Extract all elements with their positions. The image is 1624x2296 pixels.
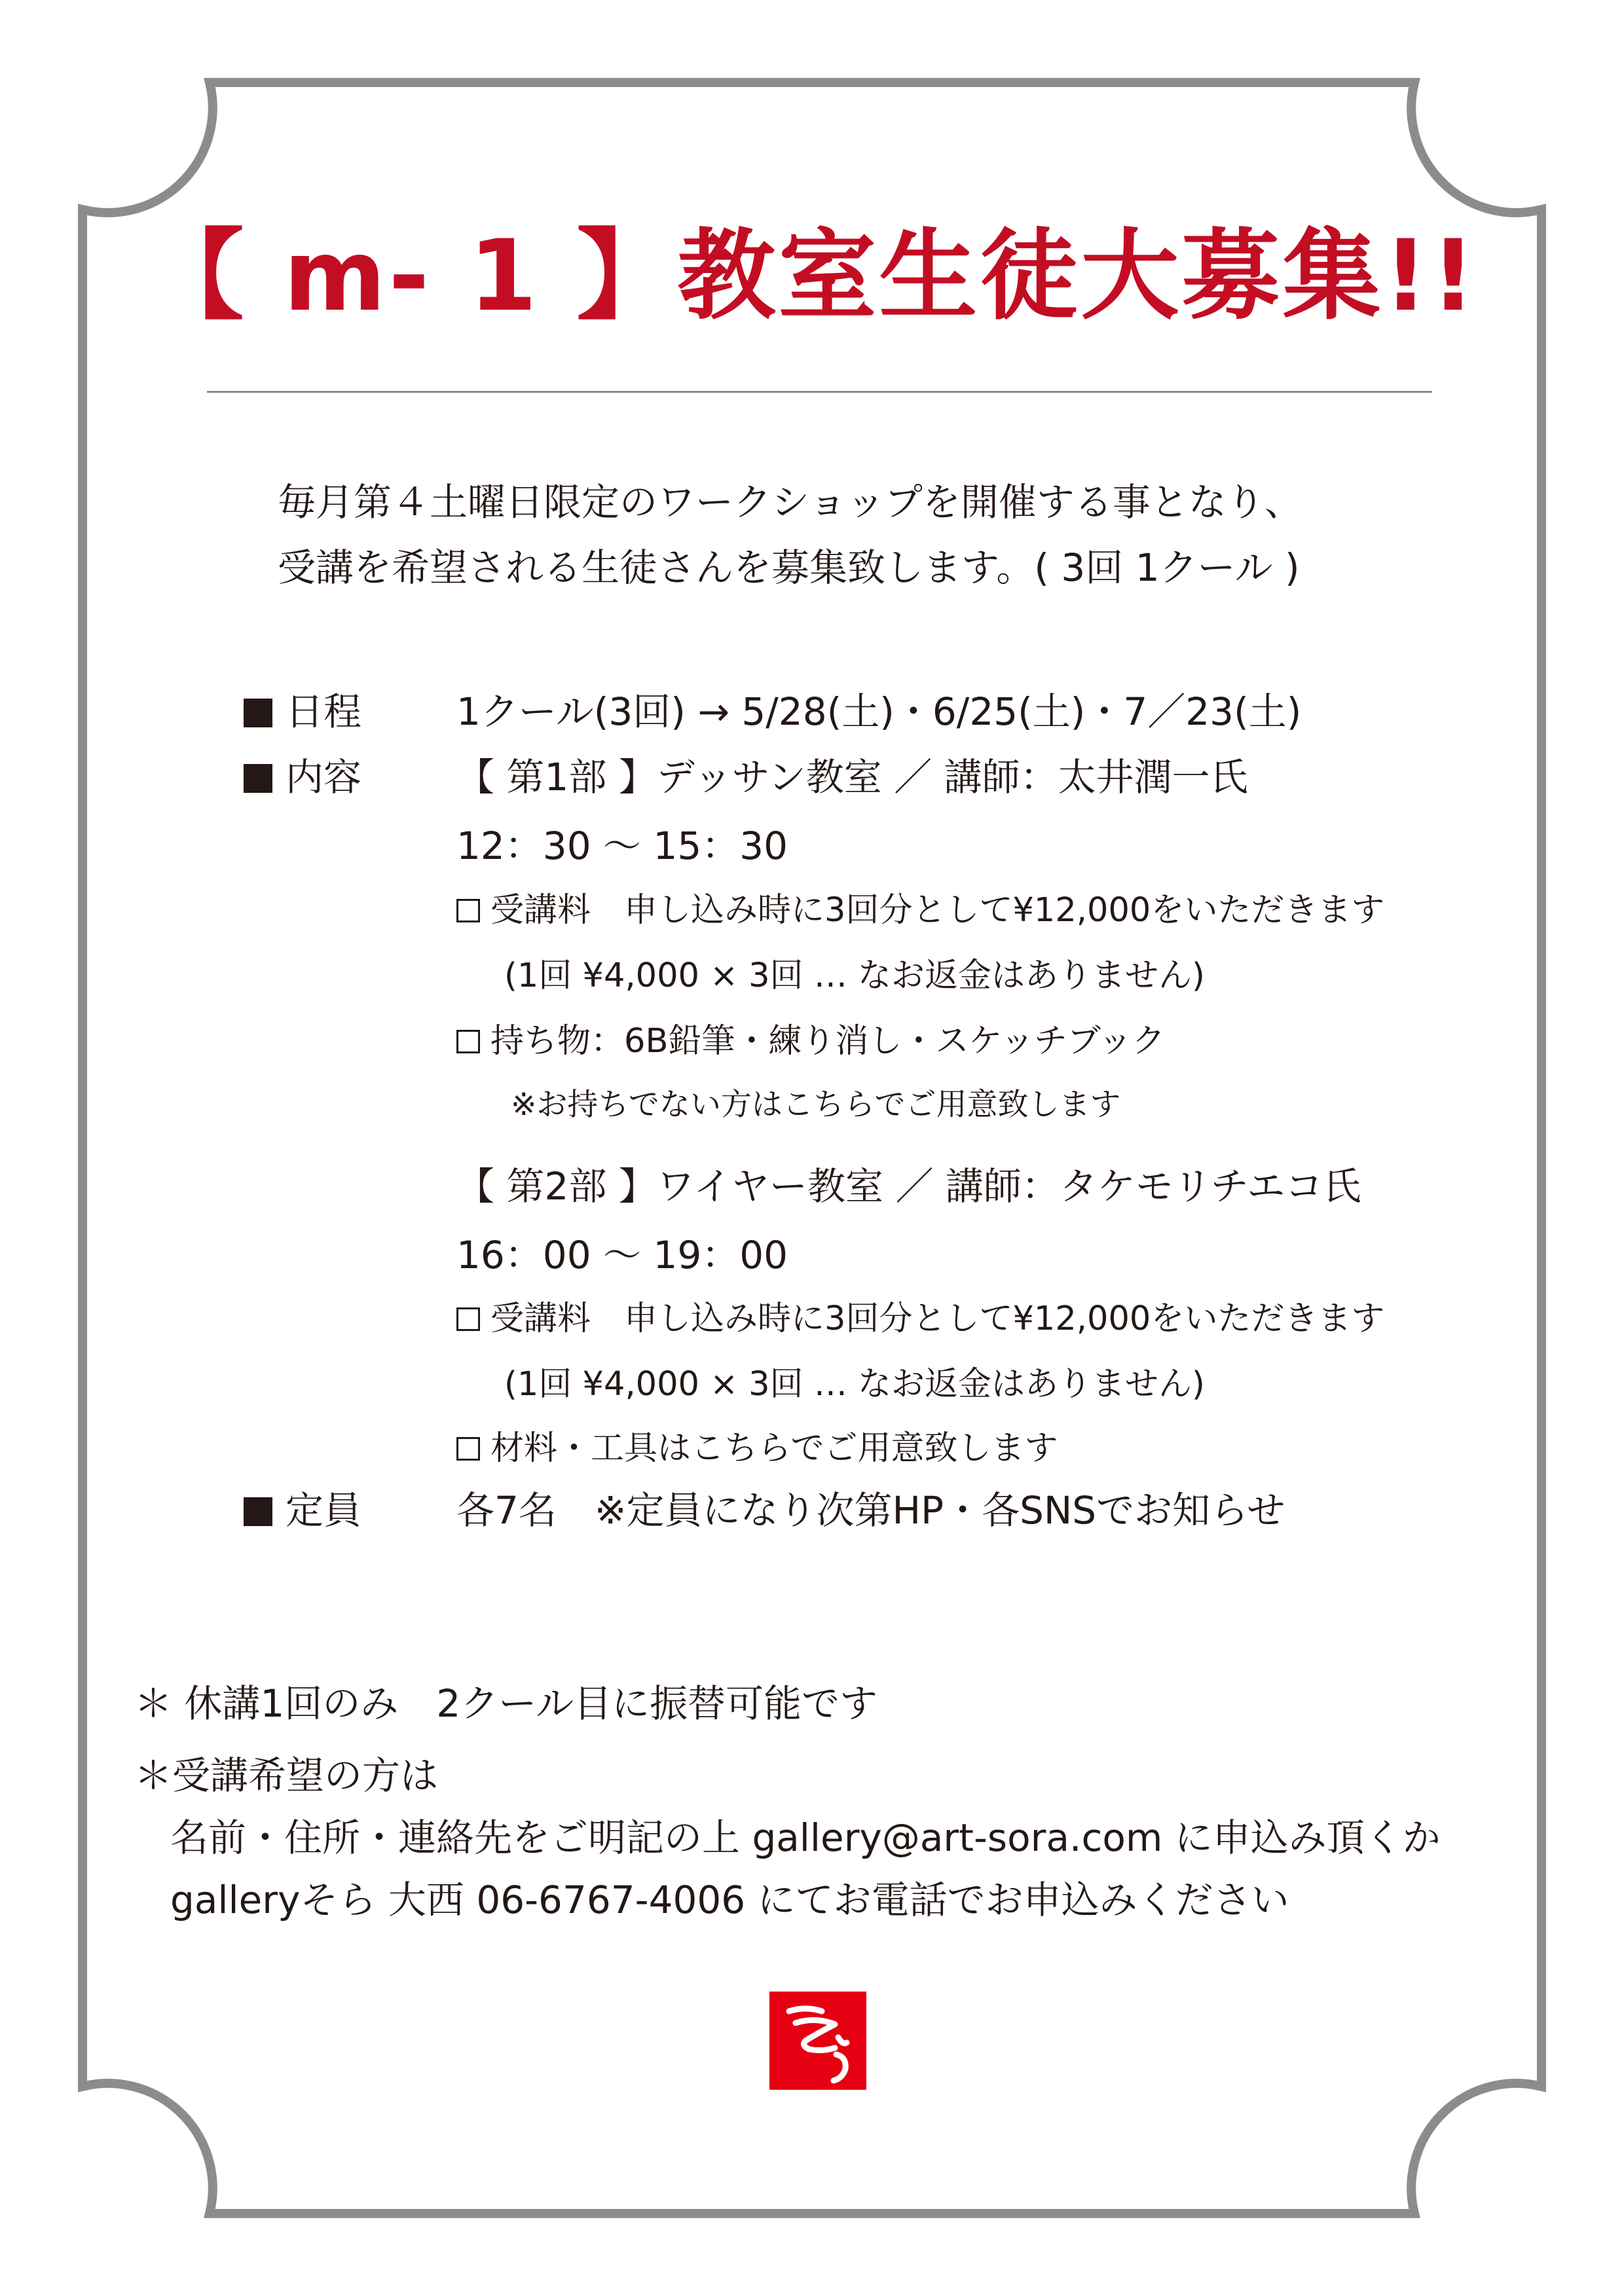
checkbox-square-icon [456, 899, 480, 922]
part2-fee: 受講料 申し込み時に3回分として¥12,000をいただきます [456, 1291, 1384, 1339]
black-square-icon [244, 1497, 272, 1526]
part2-materials: 材料・工具はこちらでご用意致します [456, 1421, 1058, 1469]
capacity-label: 定員 [244, 1480, 361, 1535]
black-square-icon [244, 764, 272, 793]
part1-heading: 【 第1部 】デッサン教室 ／ 講師：太井潤一氏 [456, 755, 1248, 799]
apply-heading: ＊受講希望の方は [134, 1753, 439, 1798]
checkbox-square-icon [456, 1437, 480, 1461]
absence-note: ＊ 休講1回のみ 2クール目に振替可能です [134, 1681, 878, 1726]
apply-line-2: galleryそら 大西 06-6767-4006 にてお電話でお申込みください [170, 1878, 1289, 1922]
part2-heading: 【 第2部 】ワイヤー教室 ／ 講師：タケモリチエコ氏 [456, 1164, 1361, 1209]
apply-line-1: 名前・住所・連絡先をご明記の上 gallery@art-sora.com に申込み頂くか [170, 1815, 1441, 1860]
page-title: 【 m- 1 】教室生徒大募集!! [145, 219, 1479, 333]
part1-fee-note: (1回 ¥4,000 × 3回 … なお返金はありません) [504, 957, 1205, 995]
schedule-label: 日程 [244, 681, 361, 736]
checkbox-square-icon [456, 1030, 480, 1053]
checkbox-square-icon [456, 1307, 480, 1331]
part1-items-note: ※お持ちでない方はこちらでご用意致します [511, 1087, 1121, 1123]
part2-fee-note: (1回 ¥4,000 × 3回 … なお返金はありません) [504, 1365, 1205, 1404]
part1-items: 持ち物：6B鉛筆・練り消し・スケッチブック [456, 1013, 1165, 1062]
black-square-icon [244, 699, 272, 727]
sora-logo-icon [769, 1992, 866, 2090]
intro-line-1: 毎月第４土曜日限定のワークショップを開催する事となり、 [278, 480, 1302, 524]
content-label: 内容 [244, 746, 361, 801]
sora-logo-glyph [769, 1992, 866, 2090]
capacity-value: 各7名 ※定員になり次第HP・各SNSでお知らせ [456, 1488, 1285, 1533]
schedule-value: 1クール(3回) → 5/28(土)・6/25(土)・7／23(土) [456, 689, 1302, 734]
title-divider [207, 391, 1432, 393]
intro-line-2: 受講を希望される生徒さんを募集致します。( 3回 1クール ) [278, 545, 1300, 590]
part1-time: 12：30 〜 15：30 [456, 824, 788, 868]
part1-fee: 受講料 申し込み時に3回分として¥12,000をいただきます [456, 883, 1384, 931]
part2-time: 16：00 〜 19：00 [456, 1233, 788, 1277]
